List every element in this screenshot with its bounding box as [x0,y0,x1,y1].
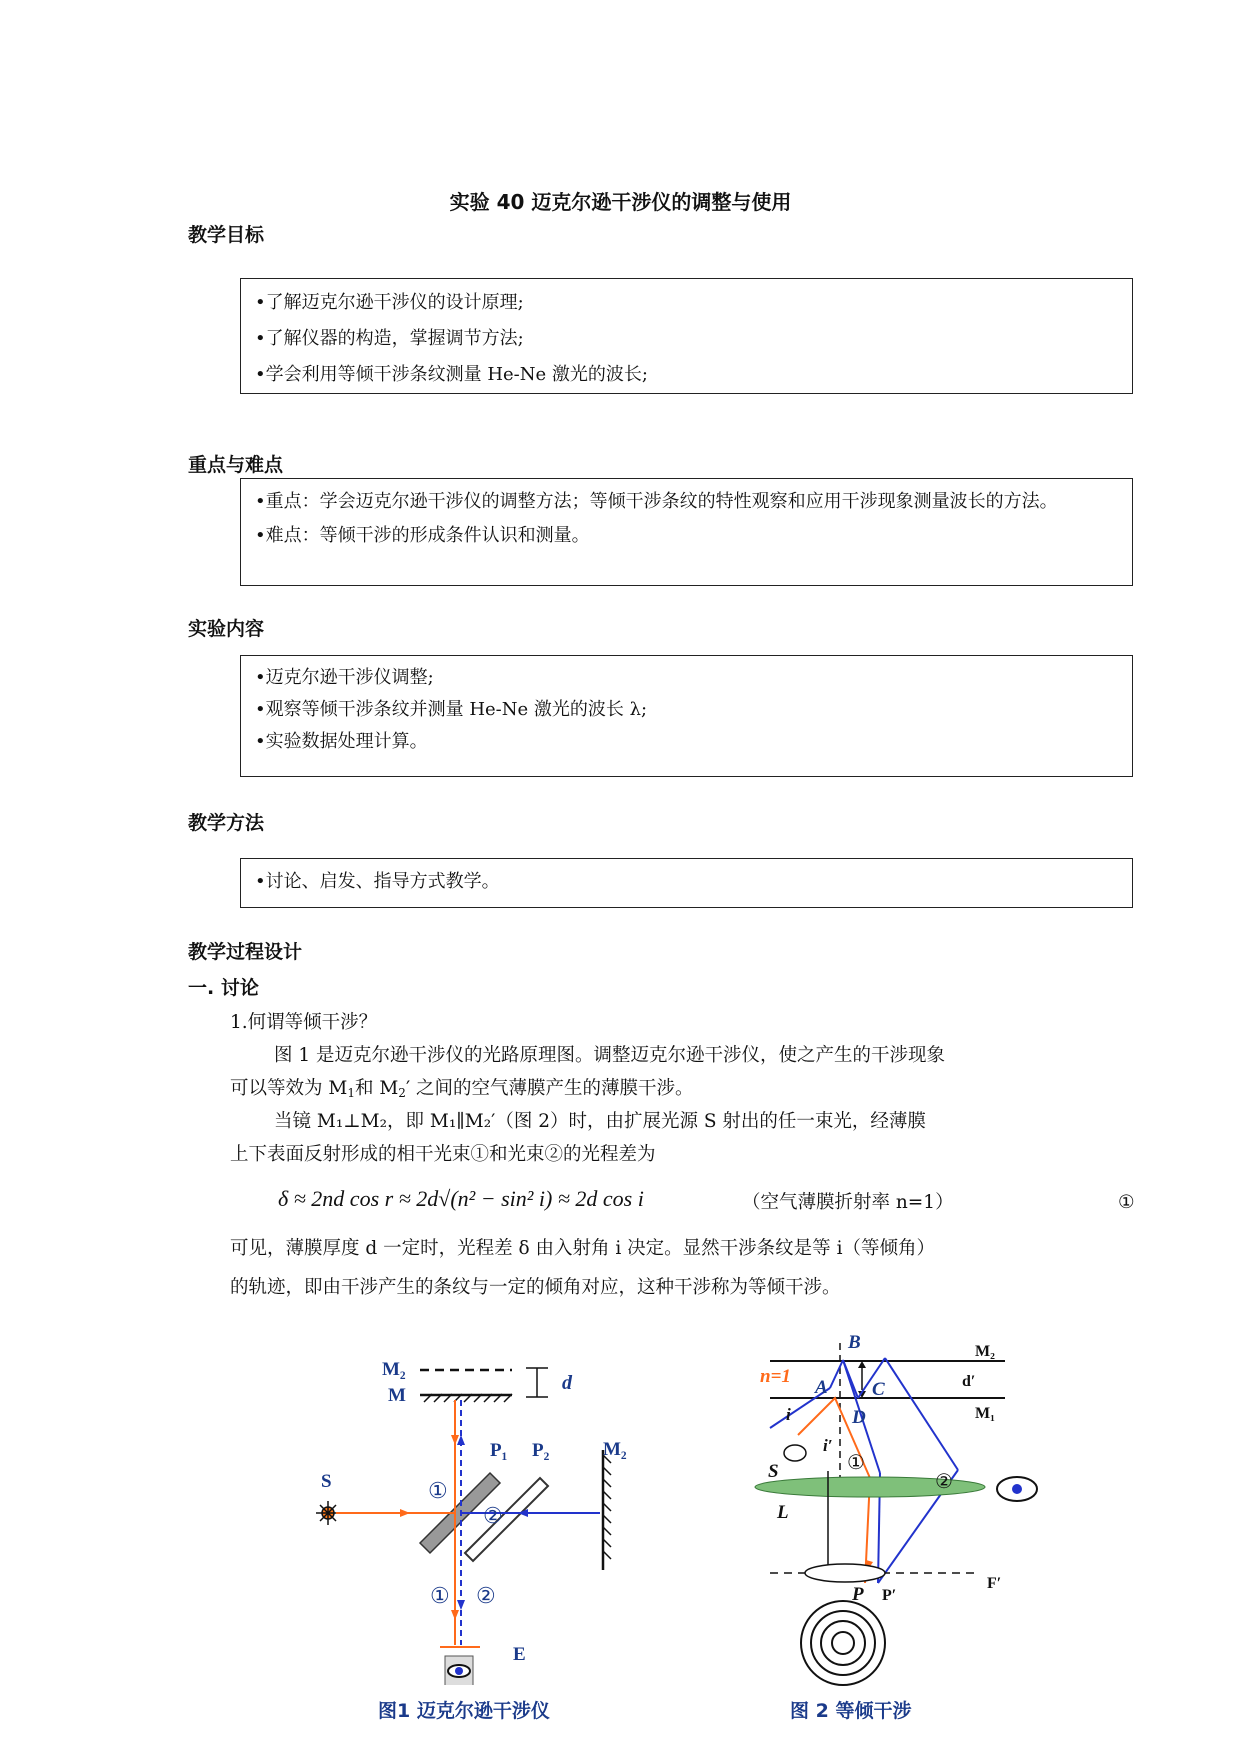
label-beam-2-out: ② [476,1583,496,1608]
keypoints-heading: 重点与难点 [188,454,284,476]
label-beam-1-out: ① [430,1583,450,1608]
label-beam-2: ② [935,1471,953,1493]
label-d: D [852,1407,866,1428]
content-item: •迈克尔逊干涉仪调整; [255,667,434,688]
label-s: S [321,1471,332,1492]
paragraph-1b: 可以等效为 $M_1$和 $M_2'$ 之间的空气薄膜产生的薄膜干涉。 [230,1078,694,1100]
label-n1: n=1 [760,1366,791,1387]
figure-1-caption: 图1 迈克尔逊干涉仪 [378,1700,550,1722]
goals-heading: 教学目标 [188,224,265,246]
formula-note: （空气薄膜折射率 n=1） [742,1192,954,1213]
label-p-prime: P′ [882,1587,897,1604]
label-a: A [815,1377,828,1398]
paragraph-2b: 上下表面反射形成的相干光束①和光束②的光程差为 [230,1144,656,1165]
label-e: E [513,1644,526,1665]
label-p: P [852,1584,864,1605]
question-1: 1.何谓等倾干涉？ [230,1012,378,1033]
content-item: •实验数据处理计算。 [255,731,428,752]
paragraph-1a: 图 1 是迈克尔逊干涉仪的光路原理图。调整迈克尔逊干涉仪，使之产生的干涉现象 [274,1045,946,1066]
label-d-prime: d′ [962,1373,976,1390]
label-m: M [388,1385,406,1406]
paragraph-3b: 的轨迹，即由干涉产生的条纹与一定的倾角对应，这种干涉称为等倾干涉。 [230,1277,841,1298]
label-b: B [848,1332,861,1353]
interference-rings [801,1601,885,1685]
figure-2-equal-inclination-diagram [740,1328,1060,1690]
path-difference-formula: δ ≈ 2nd cos r ≈ 2d√(n² − sin² i) ≈ 2d cos i [278,1186,644,1211]
label-i: i [786,1405,791,1424]
label-beam-1: ① [428,1478,448,1503]
content-box [240,655,1133,777]
label-beam-1: ① [847,1452,865,1474]
label-m2: M₂ [975,1343,995,1360]
formula-number: ① [1118,1192,1135,1213]
label-s: S [768,1461,779,1482]
method-box [240,858,1133,908]
label-m2: M₂ [603,1439,627,1460]
label-p2: P₂ [532,1440,550,1461]
discussion-heading: 一. 讨论 [188,977,259,999]
method-item: •讨论、启发、指导方式教学。 [255,871,500,892]
figure-2-caption: 图 2 等倾干涉 [790,1700,912,1722]
label-p1: P₁ [490,1440,508,1461]
keypoint-item: •难点：等倾干涉的形成条件认识和测量。 [255,525,590,546]
goals-box [240,278,1133,394]
content-heading: 实验内容 [188,618,265,640]
paragraph-3a: 可见，薄膜厚度 d 一定时，光程差 δ 由入射角 i 决定。显然干涉条纹是等 i（等倾角） [230,1238,935,1259]
figure-1-michelson-diagram [300,1345,660,1685]
keypoint-item: •重点：学会迈克尔逊干涉仪的调整方法；等倾干涉条纹的特性观察和应用干涉现象测量波长的方法。 [255,491,1058,512]
label-f-prime: F′ [987,1575,1002,1592]
label-l: L [777,1502,789,1523]
content-item: •观察等倾干涉条纹并测量 He-Ne 激光的波长 λ; [255,699,648,720]
process-heading: 教学过程设计 [188,941,303,963]
goal-item: •了解迈克尔逊干涉仪的设计原理; [255,292,524,313]
page-title: 实验 40 迈克尔逊干涉仪的调整与使用 [449,190,792,214]
goal-item: •学会利用等倾干涉条纹测量 He-Ne 激光的波长; [255,364,648,385]
label-m2-virtual: M₂ [382,1359,406,1380]
goal-item: •了解仪器的构造，掌握调节方法; [255,328,524,349]
extended-source [784,1445,806,1461]
method-heading: 教学方法 [188,812,265,834]
label-c: C [872,1379,885,1400]
label-i-prime: i′ [823,1436,833,1455]
label-beam-2: ② [483,1503,503,1528]
paragraph-2a: 当镜 M₁⊥M₂，即 M₁∥M₂′（图 2）时，由扩展光源 S 射出的任一束光，经薄膜 [274,1111,926,1132]
label-m1: M₁ [975,1405,995,1422]
label-d: d [562,1372,572,1394]
keypoints-box [240,478,1133,586]
